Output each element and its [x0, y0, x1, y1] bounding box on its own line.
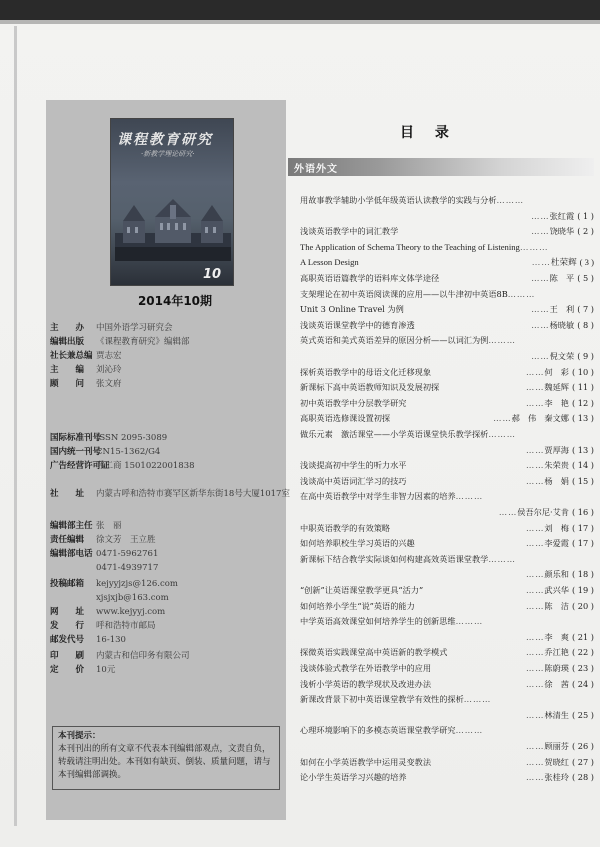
toc-leader-dots: …… [526, 631, 545, 642]
toc-entry-meta [531, 272, 594, 285]
toc-leader-dots: …… [526, 585, 545, 595]
masthead-row [50, 634, 126, 647]
masthead-row [50, 446, 160, 459]
toc-entry [300, 256, 594, 269]
masthead-label: 国内统一刊号 [50, 447, 102, 457]
toc-entry-author: 李 艳 [544, 397, 569, 408]
toc-entry-meta [531, 350, 594, 363]
toc-entry [300, 303, 594, 316]
masthead-row [50, 650, 190, 663]
toc-leader-dots: …… [526, 569, 545, 580]
toc-entry-title: 中学英语高效课堂如何培养学生的创新思维 [300, 616, 456, 627]
toc-entry-meta [526, 459, 594, 472]
section-label: 外语外文 [294, 164, 338, 175]
toc-entry-meta [526, 381, 594, 394]
toc-entry-meta [526, 678, 594, 691]
toc-leader-dots: …… [526, 397, 545, 408]
masthead-value: 张文府 [96, 379, 122, 389]
cover-subtitle: ·新教学理论研究· [141, 150, 195, 158]
toc-entry-title: A Lesson Design [300, 257, 359, 268]
toc-leader-dots: …… [526, 475, 545, 486]
toc-entry-title: 如何在小学英语教学中运用灵变教法 [300, 756, 432, 767]
toc-entry-author: 侯吾尔尼·艾肯 [517, 507, 569, 517]
toc-entry-meta [526, 584, 594, 597]
toc-leader-dots: …… [531, 351, 550, 361]
toc-entry-title: 探析英语教学中的母语文化迁移现象 [300, 366, 432, 377]
toc-entry [300, 709, 594, 722]
toc-entry-meta [591, 553, 594, 566]
toc-entry-page: ( 25 ) [571, 709, 594, 720]
toc-entry-title: 高职英语选修课设置初探 [300, 413, 391, 424]
masthead-row [50, 620, 156, 633]
toc-leader-dots: ……… [519, 241, 549, 252]
masthead-value: kejyyjzjs@126.com [96, 579, 178, 589]
toc-entry-title: 浅谈体验式教学在外语教学中的应用 [300, 663, 432, 673]
masthead-label: 社 址 [50, 489, 85, 499]
toc-leader-dots: …… [526, 366, 545, 377]
toc-entry-author: 郝 伟 秦文娜 [511, 413, 569, 424]
toc-entry [300, 225, 594, 238]
toc-entry [300, 444, 594, 457]
toc-leader-dots: …… [526, 772, 545, 783]
masthead-value: 《课程教育研究》编辑部 [96, 337, 190, 347]
toc-entry [300, 381, 594, 394]
masthead-label: 编辑出版 [50, 337, 85, 347]
masthead-value: 刘沁玲 [96, 365, 122, 375]
toc-leader-dots: …… [526, 647, 545, 658]
toc-entry-page: ( 27 ) [571, 756, 594, 767]
masthead-label: 编辑部电话 [50, 549, 93, 559]
toc-leader-dots: …… [531, 304, 550, 315]
masthead-value: 10元 [96, 665, 116, 675]
masthead-row [50, 592, 169, 605]
masthead-label: 定 价 [50, 665, 85, 675]
toc-entry-meta [591, 693, 594, 706]
toc-leader-dots: …… [526, 741, 545, 751]
toc-entry-title: 探微英语实践课堂高中英语新的教学模式 [300, 647, 448, 658]
toc-entry [300, 350, 594, 363]
toc-leader-dots: ……… [488, 429, 516, 439]
toc-entry-page: ( 10 ) [571, 366, 594, 377]
toc-entry-meta [591, 724, 594, 737]
masthead-row [50, 488, 290, 501]
toc-leader-dots: …… [531, 226, 550, 237]
toc-entry-page: ( 5 ) [577, 273, 594, 283]
toc-entry-title: 新课标下结合教学实际谈如何构建高效英语课堂教学 [300, 553, 489, 564]
toc-leader-dots: …… [526, 756, 545, 767]
toc-entry [300, 756, 594, 769]
toc-leader-dots: ……… [507, 288, 536, 299]
toc-leader-dots: …… [493, 413, 512, 424]
toc-entry-meta [526, 397, 594, 410]
masthead-value: 贾志宏 [96, 351, 122, 361]
toc-entry-page: ( 23 ) [571, 663, 594, 673]
toc-leader-dots: …… [531, 273, 550, 283]
toc-entry-page: ( 15 ) [571, 475, 594, 486]
toc-entry-title: 如何培养职校生学习英语的兴趣 [300, 538, 415, 549]
toc-entry-page: ( 8 ) [577, 319, 594, 330]
toc-entry [300, 678, 594, 691]
toc-entry-page: ( 21 ) [571, 631, 594, 642]
toc-entry [300, 568, 594, 581]
masthead-value: 呼和浩特市邮局 [96, 621, 156, 631]
masthead-value: 徐文芳 王立胜 [96, 535, 156, 545]
masthead-row [50, 336, 190, 349]
masthead-row [50, 322, 173, 335]
masthead-label: 编辑部主任 [50, 521, 93, 531]
masthead-label: 主 办 [50, 323, 85, 333]
issue-label: 2014年10期 [137, 294, 213, 308]
toc-entry [300, 631, 594, 644]
toc-leader-dots: ……… [488, 335, 516, 346]
toc-entry-author: 武兴华 [544, 585, 569, 595]
masthead-value: CN15-1362/G4 [96, 447, 161, 457]
toc-entry-author: 张桂玲 [544, 772, 569, 783]
toc-entry-page: ( 9 ) [577, 351, 594, 361]
toc-entry-page: ( 19 ) [571, 585, 594, 595]
toc-entry [300, 771, 594, 784]
top-scan-shadow [0, 20, 600, 24]
toc-entry-title: 心理环境影响下的多模态英语课堂教学研究 [300, 725, 456, 736]
toc-entry-page: ( 22 ) [571, 647, 594, 658]
toc-leader-dots: …… [531, 210, 550, 221]
toc-entry-meta [591, 194, 594, 207]
toc-leader-dots: …… [526, 460, 545, 471]
toc-entry-meta [591, 490, 594, 503]
toc-leader-dots: …… [526, 382, 545, 393]
toc-entry-title: 中职英语教学的有效策略 [300, 522, 391, 533]
toc-entry-author: 陈蔚瑛 [544, 663, 569, 673]
toc-entry-author: 徐 茜 [544, 678, 569, 689]
toc-entry-page: ( 14 ) [571, 460, 594, 471]
masthead-label: 广告经营许可证 [50, 461, 110, 471]
toc-entry-title: 浅谈英语课堂教学中的德育渗透 [300, 319, 415, 330]
toc-entry-page: ( 17 ) [571, 538, 594, 549]
toc-entry [300, 412, 594, 425]
masthead-row [50, 578, 178, 591]
toc-entry-meta [531, 303, 594, 316]
toc-entry-meta [526, 646, 594, 659]
toc-entry-title: 支架理论在初中英语阅读课的应用——以牛津初中英语8B [300, 288, 508, 299]
toc-entry [300, 522, 594, 535]
masthead-value: ISSN 2095-3089 [96, 433, 168, 443]
toc-entry [300, 600, 594, 613]
masthead-row [50, 548, 158, 561]
toc-entry-meta [526, 537, 594, 550]
notice-body: 本刊刊出的所有文章不代表本刊编辑部观点，文责自负，转载请注明出处。本刊如有缺页、倒装、质量问题，请与本刊编辑部调换。 [58, 744, 271, 780]
toc-entry-page: ( 7 ) [577, 304, 594, 315]
toc-entry-meta [531, 319, 594, 332]
toc-entry-title: 论小学生英语学习兴趣的培养 [300, 772, 407, 783]
toc-entry [300, 662, 594, 675]
toc-entry-title: 新课标下高中英语教师知识及发展初探 [300, 382, 440, 393]
toc-entry [300, 724, 594, 737]
masthead-label: 网 址 [50, 607, 85, 617]
toc-entry-author: 杨 娟 [544, 475, 569, 486]
masthead-row [50, 520, 122, 533]
masthead-value: 0471-4939717 [96, 563, 159, 573]
toc-entry [300, 272, 594, 285]
toc-entry-page: ( 13 ) [571, 444, 594, 455]
toc-entry-author: 乔江艳 [544, 647, 569, 658]
masthead-value: 内蒙古呼和浩特市赛罕区新华东街18号大厦1017室 [96, 489, 290, 499]
masthead-value: xjsjxjb@163.com [96, 593, 169, 603]
cover-building-illustration [115, 199, 231, 261]
toc-entry-meta [526, 662, 594, 675]
masthead-value: 内蒙古和信印务有限公司 [96, 651, 190, 661]
toc-entry-title: 初中英语教学中分层教学研究 [300, 397, 407, 408]
toc-entry-meta [526, 740, 594, 753]
toc-entry [300, 646, 594, 659]
toc-leader-dots: ……… [496, 195, 525, 205]
toc-entry-author: 陈 洁 [544, 600, 569, 611]
toc-entry [300, 428, 594, 441]
toc-entry-meta [526, 709, 594, 722]
toc-entry-meta [591, 334, 594, 347]
toc-leader-dots: …… [526, 538, 545, 549]
toc-entry [300, 334, 594, 347]
toc-entry [300, 288, 594, 301]
toc-entry-meta [526, 366, 594, 379]
toc-entry-author: 贾厚海 [544, 444, 569, 455]
toc-entry [300, 740, 594, 753]
toc-leader-dots: ……… [463, 694, 492, 705]
toc-entry-title: 高职英语语篇教学的语料库文体学途径 [300, 273, 440, 283]
toc-entry-author: 陈 平 [549, 273, 575, 283]
toc-entry [300, 241, 594, 254]
toc-entry-author: 杜荣辉 [550, 257, 577, 268]
toc-entry-title: 英式英语和美式英语差异的原因分析——以词汇为例 [300, 335, 489, 346]
toc-entry [300, 397, 594, 410]
masthead-row [50, 460, 195, 473]
toc-entry-page: ( 11 ) [571, 382, 594, 393]
toc-entry-page: ( 16 ) [571, 507, 594, 517]
masthead-label: 责任编辑 [50, 535, 85, 545]
toc-entry-title: 在高中英语教学中对学生非智力因素的培养 [300, 491, 456, 502]
toc-entry-meta [591, 428, 594, 441]
toc-entry-page: ( 18 ) [571, 569, 594, 580]
masthead-row [50, 364, 122, 377]
toc-entry-meta [531, 210, 594, 223]
masthead-label: 印 刷 [50, 651, 85, 661]
toc-entry-meta [526, 522, 594, 535]
masthead-row [50, 606, 165, 619]
toc-entry-page: ( 24 ) [571, 678, 594, 689]
cover-title: 课程教育研究 [117, 132, 213, 148]
toc-entry [300, 506, 594, 519]
toc-entry-title: 浅谈高中英语词汇学习的技巧 [300, 475, 407, 486]
toc-entry [300, 319, 594, 332]
toc-entry-author: 倪文荣 [549, 351, 575, 361]
toc-entry [300, 693, 594, 706]
masthead-row [50, 432, 167, 445]
toc-entry [300, 584, 594, 597]
toc-leader-dots: …… [526, 522, 545, 533]
masthead-label: 发 行 [50, 621, 85, 631]
toc-entry-title: 浅析小学英语的教学现状及改进办法 [300, 678, 432, 689]
masthead-label: 投稿邮箱 [50, 579, 85, 589]
toc-entry-meta [526, 568, 594, 581]
toc-entry-page: ( 13 ) [571, 413, 594, 424]
toc-entry-title: “创新”让英语课堂教学更具“活力” [300, 585, 424, 595]
masthead-row [50, 534, 156, 547]
masthead-value: www.kejyyj.com [96, 607, 166, 617]
toc-entry-author: 顾丽芬 [544, 741, 569, 751]
toc-entry-title: Unit 3 Online Travel 为例 [300, 304, 404, 315]
masthead-value: 16-130 [96, 635, 126, 645]
masthead-value: 张 丽 [96, 521, 122, 531]
toc-entry-author: 贺晓红 [544, 756, 569, 767]
toc-entry-page: ( 1 ) [577, 210, 594, 221]
toc-entry-page: ( 3 ) [579, 257, 594, 268]
toc-entry-author: 刘 梅 [544, 522, 569, 533]
toc-entry [300, 459, 594, 472]
toc-entry-meta [493, 412, 594, 425]
toc-leader-dots: …… [526, 663, 545, 673]
toc-entry-meta [499, 506, 594, 519]
masthead-row [50, 562, 158, 575]
toc-entry-page: ( 20 ) [571, 600, 594, 611]
toc-leader-dots: …… [526, 444, 545, 455]
toc-leader-dots: …… [531, 257, 551, 268]
left-scan-edge [14, 26, 17, 826]
toc-entry-meta [526, 771, 594, 784]
toc-leader-dots: …… [526, 709, 545, 720]
toc-entry-meta [526, 444, 594, 457]
masthead-row [50, 350, 122, 363]
toc-entry-title: 浅谈提高初中学生的听力水平 [300, 460, 407, 471]
toc-entry-author: 颜乐和 [544, 569, 569, 580]
toc-entry-meta [526, 756, 594, 769]
masthead-value: 0471-5962761 [96, 549, 159, 559]
toc-entry [300, 490, 594, 503]
toc-entry-author: 何 彩 [544, 366, 569, 377]
toc-entry-meta [591, 241, 594, 254]
cover-image [110, 118, 234, 286]
toc-entry [300, 537, 594, 550]
toc-leader-dots: …… [526, 600, 545, 611]
toc-entry-meta [526, 600, 594, 613]
toc-entry-author: 魏延辉 [544, 382, 569, 393]
masthead-label: 国际标准刊号 [50, 433, 102, 443]
toc-entry-author: 李爱霞 [544, 538, 569, 549]
toc-entry-title: 做乐元素 激活课堂——小学英语课堂快乐教学探析 [300, 429, 489, 439]
toc-entry [300, 475, 594, 488]
toc-entry-title: 浅谈英语教学中的词汇教学 [300, 226, 399, 237]
toc-entry [300, 615, 594, 628]
toc-entry-author: 朱荣贵 [544, 460, 569, 471]
toc-entry-title: The Application of Schema Theory to the Teaching of Listening [300, 241, 520, 252]
toc-entry-page: ( 17 ) [571, 522, 594, 533]
toc-entry [300, 366, 594, 379]
toc-leader-dots: …… [498, 507, 518, 517]
toc-entry-meta [591, 288, 594, 301]
toc-entry-author: 饶晓华 [549, 226, 575, 237]
notice-box [52, 726, 280, 790]
cover-issue-number: 10 [203, 267, 222, 282]
toc-title: 目 录 [400, 125, 457, 141]
toc-entry [300, 553, 594, 566]
masthead-label: 主 编 [50, 365, 85, 375]
toc-leader-dots: …… [531, 319, 550, 330]
masthead-value: 呼工商 1501022001838 [96, 461, 195, 471]
masthead-row [50, 664, 115, 677]
toc-leader-dots: …… [526, 678, 545, 689]
toc-entry-page: ( 2 ) [577, 226, 594, 237]
toc-entry-title: 如何培养小学生“说”英语的能力 [300, 600, 415, 611]
toc-entry [300, 194, 594, 207]
toc-entry-meta [591, 615, 594, 628]
toc-entry-title: 新课改背景下初中英语课堂教学有效性的探析 [300, 694, 464, 705]
toc-entry-author: 张红霞 [549, 210, 575, 221]
toc-entry-meta [531, 225, 594, 238]
masthead-value: 中国外语学习研究会 [96, 323, 173, 333]
masthead-label: 社长兼总编 [50, 351, 93, 361]
masthead-label: 邮发代号 [50, 635, 85, 645]
toc-entry [300, 210, 594, 223]
notice-heading: 本刊提示： [58, 731, 101, 741]
toc-leader-dots: ……… [488, 553, 516, 564]
masthead-label: 顾 问 [50, 379, 85, 389]
toc-leader-dots: ……… [455, 616, 484, 627]
toc-entry-title: 用故事教学辅助小学低年级英语认读教学的实践与分析 [300, 195, 497, 205]
toc-entry-author: 杨晓敏 [549, 319, 575, 330]
toc-entry-page: ( 12 ) [571, 397, 594, 408]
toc-entry-meta [526, 475, 594, 488]
toc-leader-dots: ……… [455, 491, 484, 502]
toc-entry-author: 王 利 [549, 304, 575, 315]
toc-entry-page: ( 28 ) [571, 772, 594, 783]
top-scan-edge [0, 0, 600, 20]
masthead-row [50, 378, 122, 391]
toc-entry-author: 李 爽 [544, 631, 569, 642]
toc-entry-author: 林清生 [544, 709, 569, 720]
toc-entry-meta [526, 631, 594, 644]
toc-entry-page: ( 26 ) [571, 741, 594, 751]
toc-entry-meta [532, 256, 594, 269]
toc-leader-dots: ……… [455, 725, 484, 736]
